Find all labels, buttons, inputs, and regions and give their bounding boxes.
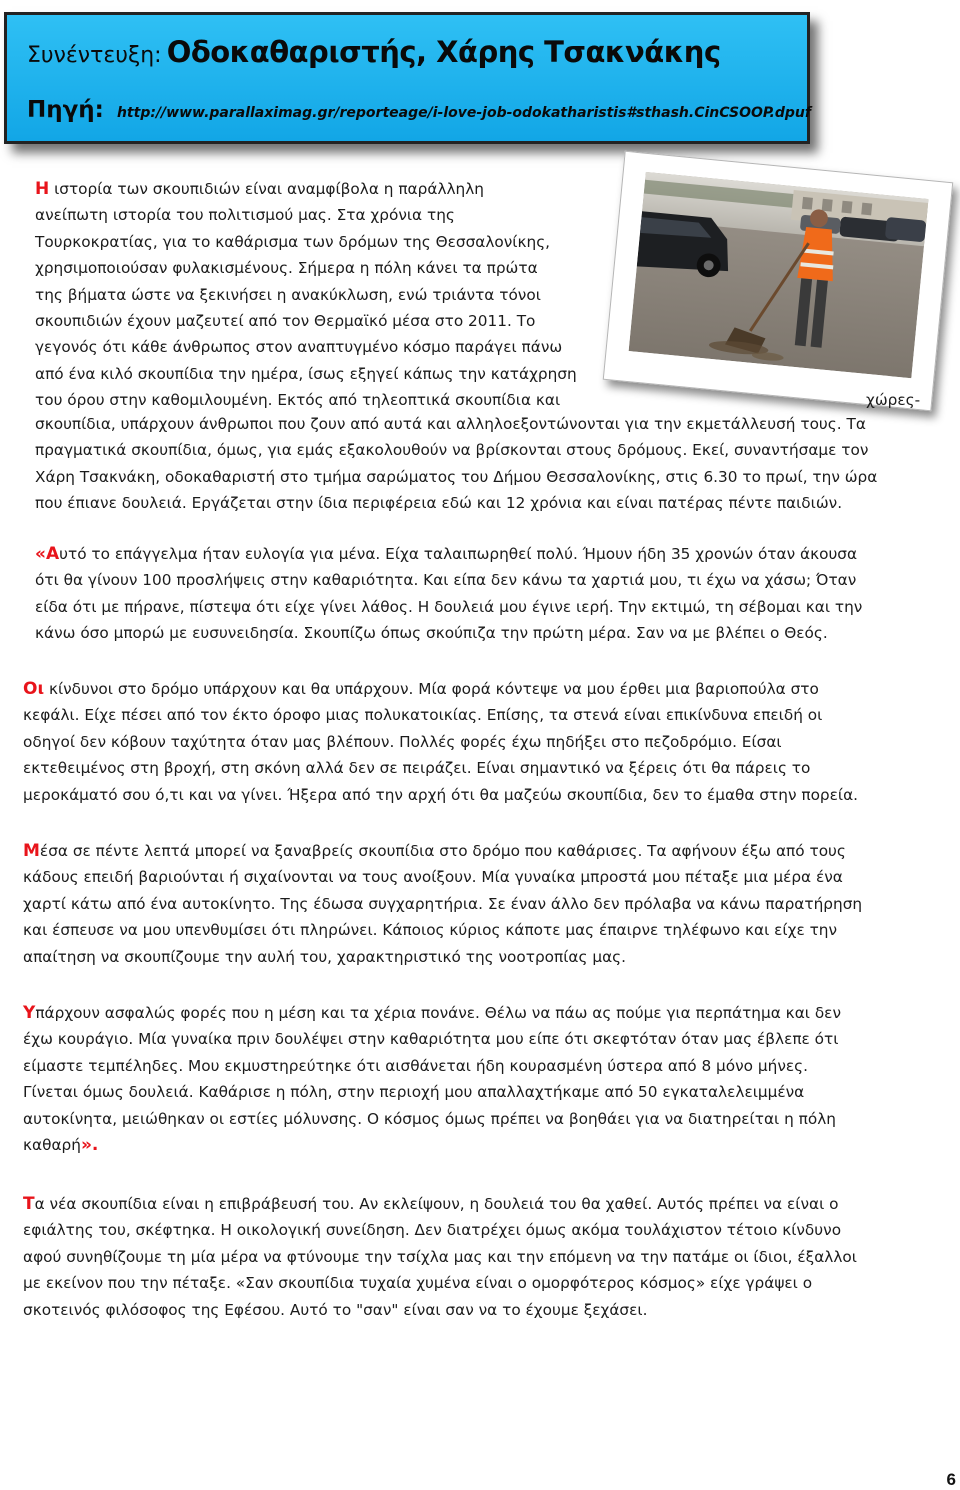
text-line: από ένα κιλό σκουπίδια την ημέρα, ίσως εξηγεί κάπως την κατάχρηση xyxy=(35,364,577,383)
source-label: Πηγή: xyxy=(27,97,104,123)
quote-paragraph-4 xyxy=(23,1000,841,1158)
text-line: εκτεθειμένος στη βροχή, στη σκόνη αλλά δεν σε πειράζει. Είναι σημαντικό να ξέρεις ότι θα πάρεις το xyxy=(23,759,811,778)
text-line: κεφάλι. Είχε πέσει από τον έκτο όροφο μιας πολυκατοικίας. Επίσης, τα στενά είναι επικίνδυνα επειδή οι xyxy=(23,706,823,725)
quote-paragraph-3 xyxy=(23,838,862,970)
source-url[interactable]: http://www.parallaximag.gr/reporteage/i-love-job-odokatharistis#sthash.CinCSOOP.dpuf xyxy=(116,105,811,121)
text-line: υτό το επάγγελμα ήταν ευλογία για μένα. Είχα ταλαιπωρηθεί πολύ. Ήμουν ήδη 35 χρονών όταν άκουσα xyxy=(59,545,858,563)
text-line: με εκείνον που την πέταξε. «Σαν σκουπίδια τυχαία χυμένα είναι ο ομορφότερος κόσμος» είχε γράψει ο xyxy=(23,1274,813,1293)
page-number: 6 xyxy=(946,1470,956,1489)
text-line: Γίνεται όμως δουλειά. Καθάρισε η πόλη, στην περιοχή μου απαλλαχτήκαμε από 50 εγκαταλελειμμένα xyxy=(23,1083,805,1102)
text-line: πάρχουν ασφαλώς φορές που η μέση και τα χέρια πονάνε. Θέλω να πάω ας πούμε για περπάτημα και δεν xyxy=(35,1004,841,1022)
intro-paragraph-continued xyxy=(35,411,877,517)
drop-cap: Μ xyxy=(23,841,40,861)
quote-paragraph-1 xyxy=(35,541,862,647)
drop-cap: Υ xyxy=(23,1003,36,1023)
drop-cap: Η xyxy=(35,179,50,199)
text-line: καθαρή xyxy=(23,1135,81,1154)
quote-paragraph-2 xyxy=(23,676,858,808)
text-line: σκουπιδιών έχουν μαζευτεί από τον Θερμαϊκό μέσα στο 2011. Το xyxy=(35,311,536,330)
interviewee-name: Οδοκαθαριστής, Χάρης Τσακνάκης xyxy=(166,35,721,69)
text-line: και έσπευσε να μου υπενθυμίσει ότι πληρώνει. Κάποιος κύριος κάποτε μας έπαιρνε τηλέφωνο και είχε την xyxy=(23,921,838,940)
text-line: αφού συνηθίζουμε τη μία μέρα να φτύνουμε την τσίχλα μας και την επόμενη να την πατάμε οι ίδιοι, έξαλλοι xyxy=(23,1247,857,1266)
text-line: του όρου στην καθομιλουμένη. Εκτός από τηλεοπτικά σκουπίδια και xyxy=(35,391,561,410)
text-line: χρησιμοποιούσαν φυλακισμένους. Σήμερα η πόλη κάνει τα πρώτα xyxy=(35,259,538,278)
closing-quote: ». xyxy=(80,1134,99,1155)
text-line: αυτοκίνητα, μειώθηκαν οι εστίες μόλυνσης. Ο κόσμος όμως πρέπει να βοηθάει για να διατηρείται η πόλη xyxy=(23,1109,836,1128)
text-line: γεγονός ότι κάθε άνθρωπος στον αναπτυγμένο κόσμο παράγει πάνω xyxy=(35,338,563,357)
text-line: κάνω όσο μπορώ με ευσυνειδησία. Σκουπίζω όπως σκούπιζα την πρώτη μέρα. Σαν να με βλέπει ο Θεός. xyxy=(35,624,828,643)
drop-cap: Τ xyxy=(23,1194,35,1214)
text-line: που έπιανε δουλειά. Εργάζεται στην ίδια περιφέρεια εδώ και 12 χρόνια και είναι πατέρας πέντε παιδιών. xyxy=(35,494,843,513)
intro-paragraph xyxy=(35,176,577,414)
text-line: κίνδυνοι στο δρόμο υπάρχουν και θα υπάρχουν. Μία φορά κόντεψε να μου έρθει μια βαριοπούλα στο xyxy=(44,680,819,698)
title-banner xyxy=(4,12,810,144)
text-line: α νέα σκουπίδια είναι η επιβράβευσή του. Αν εκλείψουν, η δουλειά του θα χαθεί. Αυτός πρέπει να είναι ο xyxy=(34,1195,839,1213)
interview-label: Συνέντευξη: xyxy=(27,43,162,68)
text-line: μεροκάματό σου ό,τι και να γίνει. Ήξερα από την αρχή ότι θα μαζεύω σκουπίδια, δεν το έμαθα στην πορεία. xyxy=(23,785,859,804)
text-line: χαρτί κάτω από ένα αυτοκίνητο. Της έδωσα συγχαρητήρια. Σε έναν άλλο δεν πρόλαβα να κάνω παρατήρηση xyxy=(23,894,863,913)
text-line: είμαστε τεμπέληδες. Μου εκμυστηρεύτηκε ότι αισθάνεται ήδη κουρασμένη ύστερα από 8 μόνο μήνες. xyxy=(23,1056,808,1075)
intro-line-tail xyxy=(866,387,920,413)
text-line: Χάρη Τσακνάκη, οδοκαθαριστή στο τμήμα σαρώματος του Δήμου Θεσσαλονίκης, στις 6.30 το πρωί, την ώρα xyxy=(35,467,878,486)
drop-cap: «Α xyxy=(35,544,60,564)
text-line: απαίτηση να σκουπίζουμε την αυλή του, χαρακτηριστικό της νοοτροπίας μας. xyxy=(23,947,626,966)
text-line: έχω κουράγιο. Μία γυναίκα πριν δουλέψει στην καθαριότητα μου είπε ότι σκεφτόταν όταν μας έβλεπε ότι xyxy=(23,1030,839,1049)
text-line: εφιάλτης του, σκέφτηκα. Η οικολογική συνείδηση. Δεν διατρέχει όμως ακόμα τουλάχιστον τέτοιο κίνδυνο xyxy=(23,1221,842,1240)
text-line: οδηγοί δεν κόβουν ταχύτητα όταν μας βλέπουν. Πολλές φορές έχω πηδήξει στο πεζοδρόμιο. Είσαι xyxy=(23,732,782,751)
street-sweeper-photo xyxy=(629,172,929,378)
text-line: κάδους επειδή βαριούνται ή σιχαίνονται να τους ανοίξουν. Μία γυναίκα μπροστά μου πέταξε μια μέρα ένα xyxy=(23,868,843,887)
text-line: της βήματα ώστε να ξεκινήσει η ανακύκλωση, ενώ τριάντα τόνοι xyxy=(35,285,541,304)
source-line xyxy=(27,97,811,123)
text-line: σκοτεινός φιλόσοφος της Εφέσου. Αυτό το "σαν" είναι σαν να το έχουμε ξεχάσει. xyxy=(23,1300,648,1319)
text-line: πραγματικά σκουπίδια, όμως, για εμάς εξακολουθούν να βρίσκονται στους δρόμους. Εκεί, συναντήσαμε τον xyxy=(35,441,869,460)
closing-paragraph xyxy=(23,1191,857,1323)
text-line: σκουπίδια, υπάρχουν άνθρωποι που ζουν από αυτά και αλληλοεξοντώνονται για την εκμετάλλευσή τους. Τα xyxy=(35,415,866,433)
text-line: ιστορία των σκουπιδιών είναι αναμφίβολα η παράλληλη xyxy=(49,180,484,198)
text-line: είδα ότι με πήρανε, πίστεψα ότι είχε γίνει λάθος. Η δουλειά μου έγινε ιερή. Την εκτιμώ, τη σέβομαι και την xyxy=(35,597,863,616)
text-line: ανείπωτη ιστορία του πολιτισμού μας. Στα χρόνια της xyxy=(35,206,455,225)
text-line: Τουρκοκρατίας, για το καθάρισμα των δρόμων της Θεσσαλονίκης, xyxy=(35,232,551,251)
article-title xyxy=(27,35,721,69)
photo-frame xyxy=(603,151,954,412)
text-line: έσα σε πέντε λεπτά μπορεί να ξαναβρείς σκουπίδια στο δρόμο που καθάρισες. Τα αφήνουν έξω από τους xyxy=(39,842,846,860)
drop-cap: Οι xyxy=(23,679,45,699)
hyphenated-word: χώρες- xyxy=(866,391,921,409)
text-line: ότι θα γίνουν 100 προσλήψεις στην καθαριότητα. Και είπα δεν κάνω τα χαρτιά μου, τι έχω να χάσω; Όταν xyxy=(35,571,857,590)
